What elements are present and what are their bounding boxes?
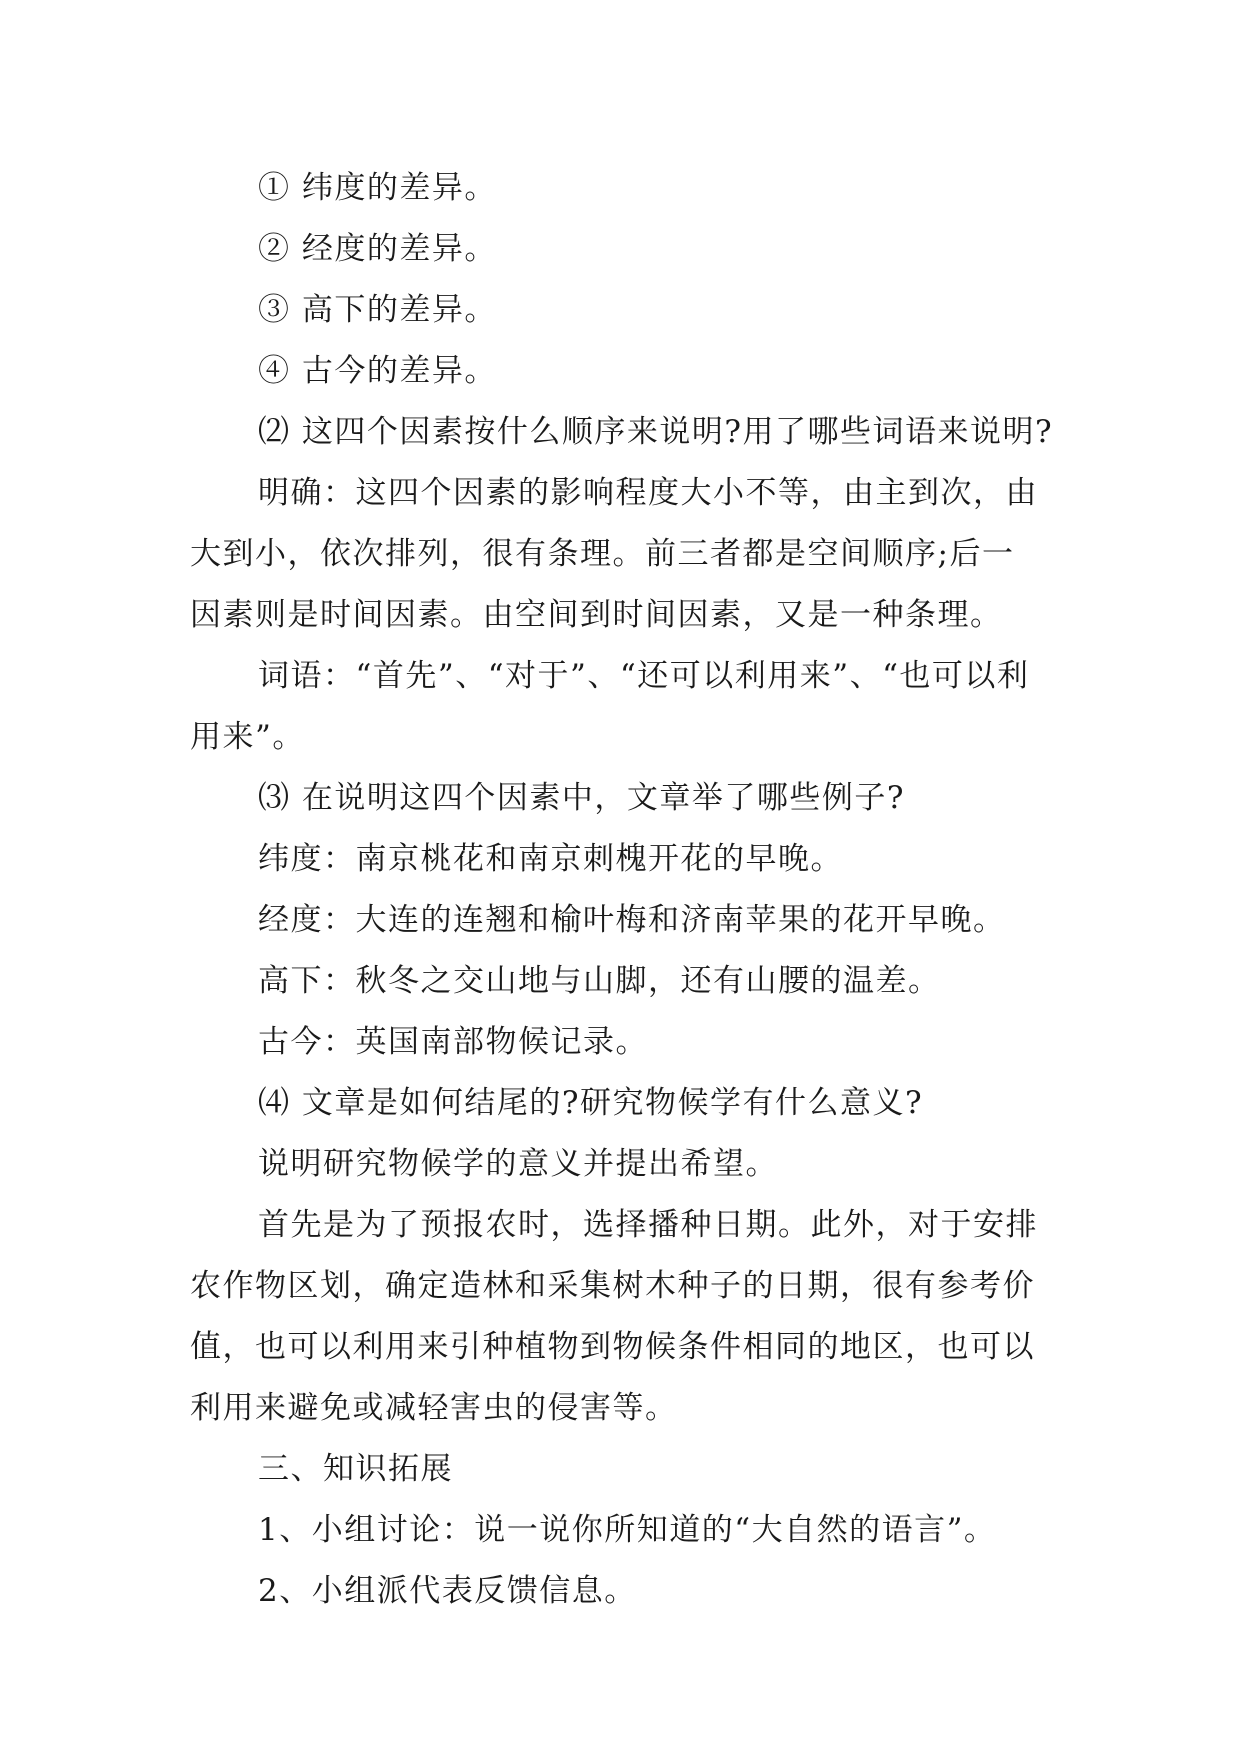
example-longitude: 经度：大连的连翘和榆叶梅和济南苹果的花开早晚。 bbox=[258, 902, 1006, 938]
section-heading: 三、知识拓展 bbox=[258, 1451, 453, 1487]
example-altitude: 高下：秋冬之交山地与山脚，还有山腰的温差。 bbox=[258, 963, 941, 999]
paragraph-line: 农作物区划，确定造林和采集树木种子的日期，很有参考价 bbox=[190, 1268, 1035, 1304]
paragraph-line: 词语：“首先”、“对于”、“还可以利用来”、“也可以利 bbox=[258, 658, 1030, 694]
list-item-altitude: ③ 高下的差异。 bbox=[258, 292, 497, 328]
list-item: 1、小组讨论：说一说你所知道的“大自然的语言”。 bbox=[258, 1512, 997, 1548]
paragraph-line: 说明研究物候学的意义并提出希望。 bbox=[258, 1146, 778, 1182]
paragraph-line: 利用来避免或减轻害虫的侵害等。 bbox=[190, 1390, 678, 1426]
example-latitude: 纬度：南京桃花和南京刺槐开花的早晚。 bbox=[258, 841, 843, 877]
question-3: ⑶ 在说明这四个因素中，文章举了哪些例子? bbox=[258, 780, 905, 816]
question-4: ⑷ 文章是如何结尾的?研究物候学有什么意义? bbox=[258, 1085, 924, 1121]
list-item-past-present: ④ 古今的差异。 bbox=[258, 353, 497, 389]
paragraph-line: 首先是为了预报农时，选择播种日期。此外，对于安排 bbox=[258, 1207, 1038, 1243]
list-item: 2、小组派代表反馈信息。 bbox=[258, 1573, 637, 1609]
paragraph-line: 用来”。 bbox=[190, 719, 305, 755]
list-item-longitude: ② 经度的差异。 bbox=[258, 231, 497, 267]
list-item-latitude: ① 纬度的差异。 bbox=[258, 170, 497, 206]
example-past-present: 古今：英国南部物候记录。 bbox=[258, 1024, 648, 1060]
question-2: ⑵ 这四个因素按什么顺序来说明?用了哪些词语来说明? bbox=[258, 414, 1054, 450]
paragraph-line: 大到小，依次排列，很有条理。前三者都是空间顺序;后一 bbox=[190, 536, 1015, 572]
paragraph-line: 明确：这四个因素的影响程度大小不等，由主到次，由 bbox=[258, 475, 1038, 511]
document-body bbox=[190, 158, 1060, 1622]
paragraph-line: 因素则是时间因素。由空间到时间因素，又是一种条理。 bbox=[190, 597, 1003, 633]
paragraph-line: 值，也可以利用来引种植物到物候条件相同的地区，也可以 bbox=[190, 1329, 1035, 1365]
